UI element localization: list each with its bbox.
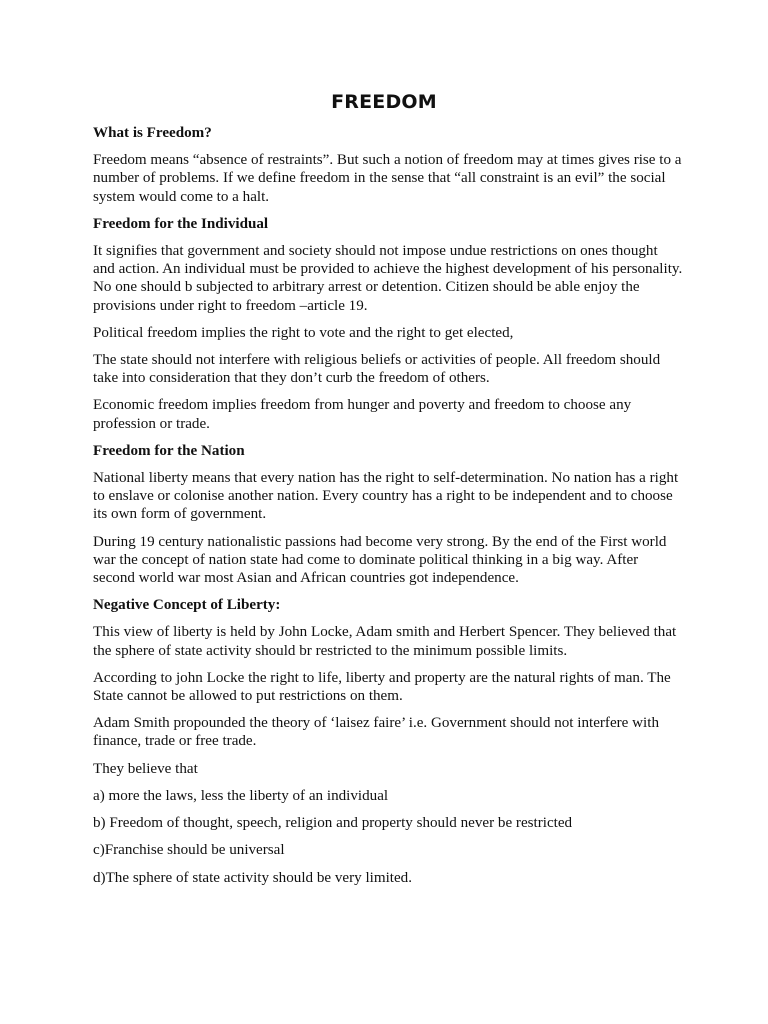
section-heading: Freedom for the Individual [93,215,269,232]
section-heading: What is Freedom? [93,125,212,141]
paragraph: Economic freedom implies freedom from hunger and poverty and freedom to choose any profession or trade. [93,397,632,432]
paragraph: During 19 century nationalistic passions had become very strong. By the end of the First world war the concept of nation state had come to dominate political thinking in a big way. After second world war most Asian and African countries got independence. [93,533,667,587]
paragraph: This view of liberty is held by John Locke, Adam smith and Herbert Spencer. They believed that the sphere of state activity should br restricted to the minimum possible limits. [93,624,677,659]
paragraph: National liberty means that every nation has the right to self-determination. No nation has a right to enslave or colonise another nation. Every country has a right to be independent and to choose its own form of government. [93,470,679,523]
list-item: d)The sphere of state activity should be very limited. [93,869,412,886]
paragraph: Political freedom implies the right to vote and the right to get elected, [93,324,514,341]
document-title: FREEDOM [331,91,437,113]
paragraph: They believe that [93,760,198,777]
paragraph: Freedom means “absence of restraints”. But such a notion of freedom may at times gives rise to a number of problems. If we define freedom in the sense that “all constraint is an evil” the social system would come to a halt. [93,152,682,205]
list-item: a) more the laws, less the liberty of an individual [93,787,389,804]
paragraph: Adam Smith propounded the theory of ‘laisez faire’ i.e. Government should not interfere with finance, trade or free trade. [93,715,659,750]
paragraph: According to john Locke the right to life, liberty and property are the natural rights of man. The State cannot be allowed to put restrictions on them. [93,669,671,705]
section-heading: Freedom for the Nation [93,442,245,459]
paragraph: It signifies that government and society should not impose undue restrictions on ones thought and action. An individual must be provided to achieve the highest development of his personality. No one should b subjected to arbitrary arrest or detention. Citizen should be able enjoy the provisions under right to freedom –article 19. [93,243,683,314]
list-item: c)Franchise should be universal [93,842,285,859]
paragraph: The state should not interfere with religious beliefs or activities of people. All freedom should take into consideration that they don’t curb the freedom of others. [93,352,661,387]
list-item: b) Freedom of thought, speech, religion and property should never be restricted [93,815,573,832]
document-body [93,124,683,896]
section-heading: Negative Concept of Liberty: [93,597,281,614]
